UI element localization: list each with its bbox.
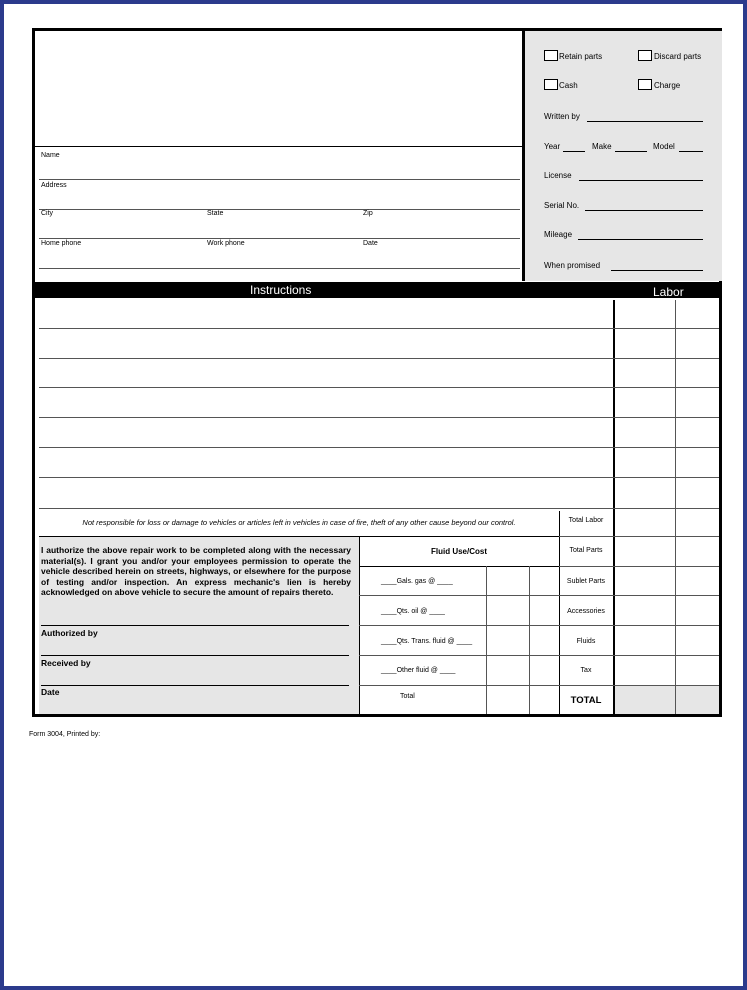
auth-date-label: Date (41, 687, 60, 697)
totals-row-line (559, 566, 719, 567)
mileage-label: Mileage (544, 230, 573, 239)
labor-split-line (675, 300, 676, 714)
grand-total-label: TOTAL (570, 695, 602, 706)
when-promised-line[interactable] (611, 270, 703, 271)
fluids-total-label: Fluids (576, 638, 596, 645)
totals-row-line (559, 655, 719, 656)
model-line[interactable] (679, 151, 703, 152)
repair-order-form (32, 28, 722, 717)
qts-oil-label: ____Qts. oil @ ____ (381, 608, 445, 615)
fluid-total-label: Total (400, 693, 415, 700)
discard-parts-checkbox[interactable] (638, 50, 652, 61)
address-label: Address (41, 182, 67, 189)
grand-total-cell[interactable] (615, 686, 719, 714)
instruction-row-line[interactable] (39, 358, 719, 359)
retain-parts-label: Retain parts (559, 52, 603, 61)
instructions-header: Instructions (250, 283, 312, 297)
total-parts-label: Total Parts (569, 547, 603, 554)
name-line[interactable] (39, 179, 520, 180)
city-label: City (41, 210, 54, 217)
fluid-header: Fluid Use/Cost (430, 547, 487, 556)
cash-checkbox[interactable] (544, 79, 558, 90)
totals-row-line (559, 536, 719, 537)
other-fluid-label: ____Other fluid @ ____ (381, 667, 456, 674)
labor-header: Labor (653, 285, 684, 299)
fluid-row-line (359, 625, 559, 626)
charge-checkbox[interactable] (638, 79, 652, 90)
cash-label: Cash (559, 81, 578, 90)
fluid-col-line (486, 566, 487, 714)
form-footer: Form 3004, Printed by: (29, 731, 101, 738)
instruction-row-line[interactable] (39, 508, 719, 509)
name-label: Name (41, 152, 60, 159)
make-line[interactable] (615, 151, 647, 152)
totals-row-line (559, 595, 719, 596)
city-line[interactable] (39, 238, 520, 239)
license-line[interactable] (579, 180, 703, 181)
serial-label: Serial No. (544, 201, 580, 210)
written-by-label: Written by (544, 112, 580, 121)
work-phone-label: Work phone (207, 240, 245, 247)
serial-line[interactable] (585, 210, 703, 211)
license-label: License (544, 171, 572, 180)
disclaimer-text: Not responsible for loss or damage to vehicles or articles left in vehicles in case of fire, theft of any other cause beyond our control. (82, 518, 516, 527)
year-label: Year (544, 142, 561, 151)
accessories-label: Accessories (567, 608, 605, 615)
retain-parts-checkbox[interactable] (544, 50, 558, 61)
received-by-line[interactable] (41, 685, 349, 686)
fluid-row-line (359, 685, 559, 686)
address-line[interactable] (39, 209, 520, 210)
fluid-row-line (359, 655, 559, 656)
authorized-by-line[interactable] (41, 655, 349, 656)
received-by-label: Received by (41, 658, 91, 668)
written-by-line[interactable] (587, 121, 703, 122)
state-label: State (207, 210, 224, 217)
section-header-bar (35, 282, 719, 298)
totals-row-line (559, 625, 719, 626)
instruction-row-line[interactable] (39, 387, 719, 388)
mileage-line[interactable] (578, 239, 703, 240)
instruction-row-line[interactable] (39, 328, 719, 329)
vehicle-panel (522, 31, 722, 281)
totals-right-border (613, 511, 615, 714)
instruction-row-line[interactable] (39, 447, 719, 448)
header-divider (35, 146, 522, 147)
gals-gas-label: ____Gals. gas @ ____ (381, 578, 453, 585)
authorized-by-label: Authorized by (41, 628, 98, 638)
tax-label: Tax (580, 667, 592, 674)
sublet-parts-label: Sublet Parts (566, 578, 606, 585)
date-label: Date (363, 240, 378, 247)
year-line[interactable] (563, 151, 585, 152)
grand-total-split (675, 686, 676, 714)
total-labor-label: Total Labor (568, 517, 604, 524)
authorization-text: I authorize the above repair work to be completed along with the necessary material(s). I grant you and/or your employees permission to operate the vehicle described herein on streets, highways, or elsewhere for the purpose of testing and/or inspection. An express mechanic's lien is hereby acknowledged on above vehicle to secure the amount of repairs thereto. (41, 545, 351, 597)
when-promised-label: When promised (544, 261, 601, 270)
phone-line[interactable] (39, 268, 520, 269)
instruction-row-line[interactable] (39, 417, 719, 418)
labor-divider (613, 300, 615, 511)
model-label: Model (653, 142, 675, 151)
make-label: Make (592, 142, 612, 151)
charge-label: Charge (654, 81, 681, 90)
qts-trans-label: ____Qts. Trans. fluid @ ____ (381, 638, 473, 645)
fluid-col-line (529, 566, 530, 714)
home-phone-label: Home phone (41, 240, 82, 247)
zip-label: Zip (363, 210, 373, 217)
paper-page (4, 4, 743, 986)
authorization-line (41, 625, 349, 626)
discard-parts-label: Discard parts (654, 52, 702, 61)
fluid-row-line (359, 595, 559, 596)
instruction-row-line[interactable] (39, 477, 719, 478)
